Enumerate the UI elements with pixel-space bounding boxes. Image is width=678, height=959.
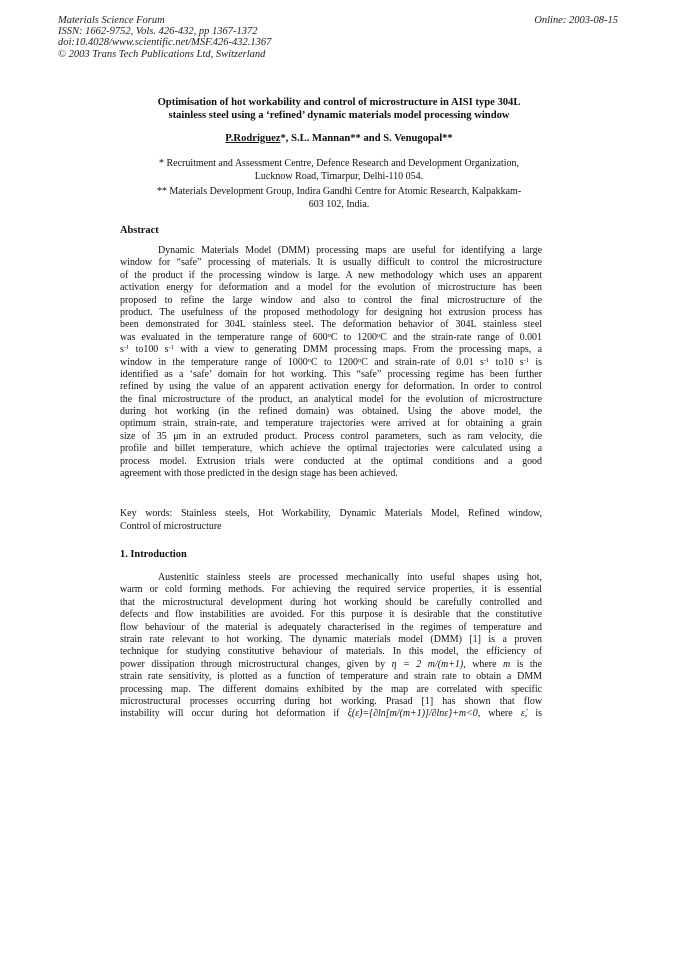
text-fragment: , where: [477, 708, 521, 720]
efficiency-equation: η = 2 m/(m+1): [391, 658, 464, 670]
text-line: refined by using the value of an apparent activation energy for deformation. In order to control: [120, 381, 542, 393]
text-line: activation energy for deformation and a model for the evolution of microstructure has been: [120, 282, 542, 294]
text-line: warm or cold forming methods. For achieving the required service properties, it is essential: [120, 584, 542, 596]
text-line: defects and flow instabilities are avoided. For this purpose it is desirable that the constitutive: [120, 609, 542, 621]
text-line: [120, 332, 542, 344]
text-line: processing map. The different domains exhibited by the map are correlated with specific: [120, 683, 542, 695]
author-separator: and: [360, 133, 384, 144]
text-fragment: C to 1200: [330, 331, 378, 343]
author-second: S.L. Mannan**: [291, 133, 361, 144]
text-line: window for “safe” processing of materials. It is usually difficult to control the microstructure: [120, 257, 542, 269]
degree-sup: o: [307, 356, 312, 364]
journal-name: Materials Science Forum: [58, 15, 165, 26]
text-line: Austenitic stainless steels are processed mechanically into useful shapes using hot,: [158, 572, 542, 583]
author-third: S. Venugopal**: [383, 133, 453, 144]
keywords: [120, 508, 542, 533]
copyright-line: © 2003 Trans Tech Publications Ltd, Switzerland: [58, 48, 266, 60]
keywords-line: Key words: Stainless steels, Hot Workability, Dynamic Materials Model, Refined window,: [120, 508, 542, 519]
text-line: that the microstructural development during hot working should be carefully controlled and: [120, 596, 542, 608]
text-fragment: C to 1200: [311, 356, 358, 368]
text-line: [120, 659, 542, 671]
text-line: flow behaviour of the material is adequately characterised in the regimes of temperature and: [120, 621, 542, 633]
text-fragment: power dissipation through microstructural changes, given by: [120, 658, 392, 670]
text-line: size of 35 μm in an extruded product. Process control parameters, such as ram velocity, die: [120, 430, 542, 442]
degree-sup: o: [377, 331, 381, 339]
title-line: stainless steel using a ‘refined’ dynamic materials model processing window: [168, 110, 510, 121]
affiliation-line: * Recruitment and Assessment Centre, Defence Research and Development Organization,: [159, 158, 519, 169]
exponent-sup: -1: [523, 356, 529, 364]
issn-line: ISSN: 1662-9752, Vols. 426-432, pp 1367-1372: [58, 26, 258, 38]
text-line: microstructural processes occurring during hot working. Prasad [1] has shown that flow: [120, 695, 542, 707]
exponent-sup: -1: [483, 356, 490, 364]
text-line: of the product if the processing window is large. A new methodology which uses an apparent: [120, 269, 542, 281]
text-fragment: C and strain-rate of 0.01 s: [361, 356, 484, 368]
text-line: [120, 344, 542, 356]
math-variable: ε̇: [520, 708, 525, 720]
affiliation-line: ** Materials Development Group, Indira Gandhi Centre for Atomic Research, Kalpakkam-: [156, 186, 522, 197]
affiliation-2: [100, 185, 578, 211]
text-fragment: to10 s: [489, 356, 524, 368]
text-line: optimum strain, strain-rate, and temperature trajectories were arrived at for obtaining a grain: [120, 418, 542, 430]
text-fragment: is: [529, 356, 542, 368]
math-variable: m: [503, 658, 511, 670]
exponent-sup: -1: [168, 344, 174, 352]
text-line: technique for studying constitutive behaviour of materials. In this model, the efficiency of: [120, 646, 542, 658]
affiliation-line: 603 102, India.: [308, 199, 370, 211]
introduction-heading: 1. Introduction: [120, 549, 187, 560]
abstract-text: [120, 245, 542, 480]
author-list: [80, 133, 598, 144]
abstract-heading: Abstract: [120, 225, 159, 236]
text-fragment: instability will occur during hot deformation if: [120, 708, 348, 720]
text-fragment: was evaluated in the temperature range of 600: [120, 331, 328, 343]
exponent-sup: -1: [123, 344, 130, 352]
text-fragment: is the: [510, 658, 542, 670]
text-line: [120, 708, 542, 720]
text-fragment: , is: [524, 708, 542, 720]
text-line: process model. Extrusion trials were conducted at the optimal conditions and a good: [120, 455, 542, 467]
text-line: identified as a ‘safe’ domain for hot working. This “safe” processing regime has been further: [120, 368, 542, 380]
text-line: profile and billet temperature, which achieve the optimal trajectories were calculated using a: [120, 443, 542, 455]
introduction-text: [120, 572, 542, 721]
text-fragment: s: [120, 344, 124, 356]
text-fragment: C and the strain-rate range of 0.001: [380, 331, 542, 343]
title-line: Optimisation of hot workability and control of microstructure in AISI type 304L: [157, 97, 521, 108]
text-line: proposed to refine the large window and also to control the final microstructure of the: [120, 294, 542, 306]
text-line: product. The usefulness of the proposed methodology for designing hot extrusion process has: [120, 306, 542, 318]
text-fragment: with a view to generating DMM processing maps. From the processing maps, a: [173, 344, 542, 356]
text-fragment: to100 s: [129, 344, 169, 356]
text-line: strain rate sensitivity, is plotted as a function of temperature and strain rate to obtain a DMM: [120, 671, 542, 683]
online-date: Online: 2003-08-15: [534, 15, 618, 26]
affiliation-line: Lucknow Road, Timarpur, Delhi-110 054.: [254, 171, 424, 183]
text-line: been demonstrated for 304L stainless steel. The deformation behavior of 304L stainless steel: [120, 319, 542, 331]
instability-criterion: ξ(ε̇)={∂ln[m/(m+1)]/∂lnε̇}+m<0: [347, 708, 478, 720]
author-first: P.Rodriguez: [225, 133, 281, 144]
text-line: during hot working (in the refined domain) was obtained. Using the above model, the: [120, 406, 542, 418]
author-mark: *,: [280, 133, 292, 144]
keywords-line: Control of microstructure: [120, 520, 222, 532]
affiliation-1: [100, 157, 578, 183]
text-line: the final microstructure of the product, an analytical model for the evolution of microstructure: [120, 393, 542, 405]
text-line: agreement with those predicted in the design stage has been achieved.: [120, 468, 398, 480]
degree-sup: o: [357, 356, 362, 364]
text-line: Dynamic Materials Model (DMM) processing maps are useful for identifying a large: [158, 245, 542, 256]
text-line: [120, 357, 542, 369]
doi-line: doi:10.4028/www.scientific.net/MSF.426-432.1367: [58, 37, 272, 49]
text-line: strain rate relevant to hot working. The dynamic materials model (DMM) [1] is a proven: [120, 633, 542, 645]
journal-header: [58, 15, 271, 60]
text-fragment: , where: [463, 658, 503, 670]
text-fragment: window in the temperature range of 1000: [120, 356, 308, 368]
paper-title: [80, 96, 598, 122]
degree-sup: o: [327, 331, 331, 339]
